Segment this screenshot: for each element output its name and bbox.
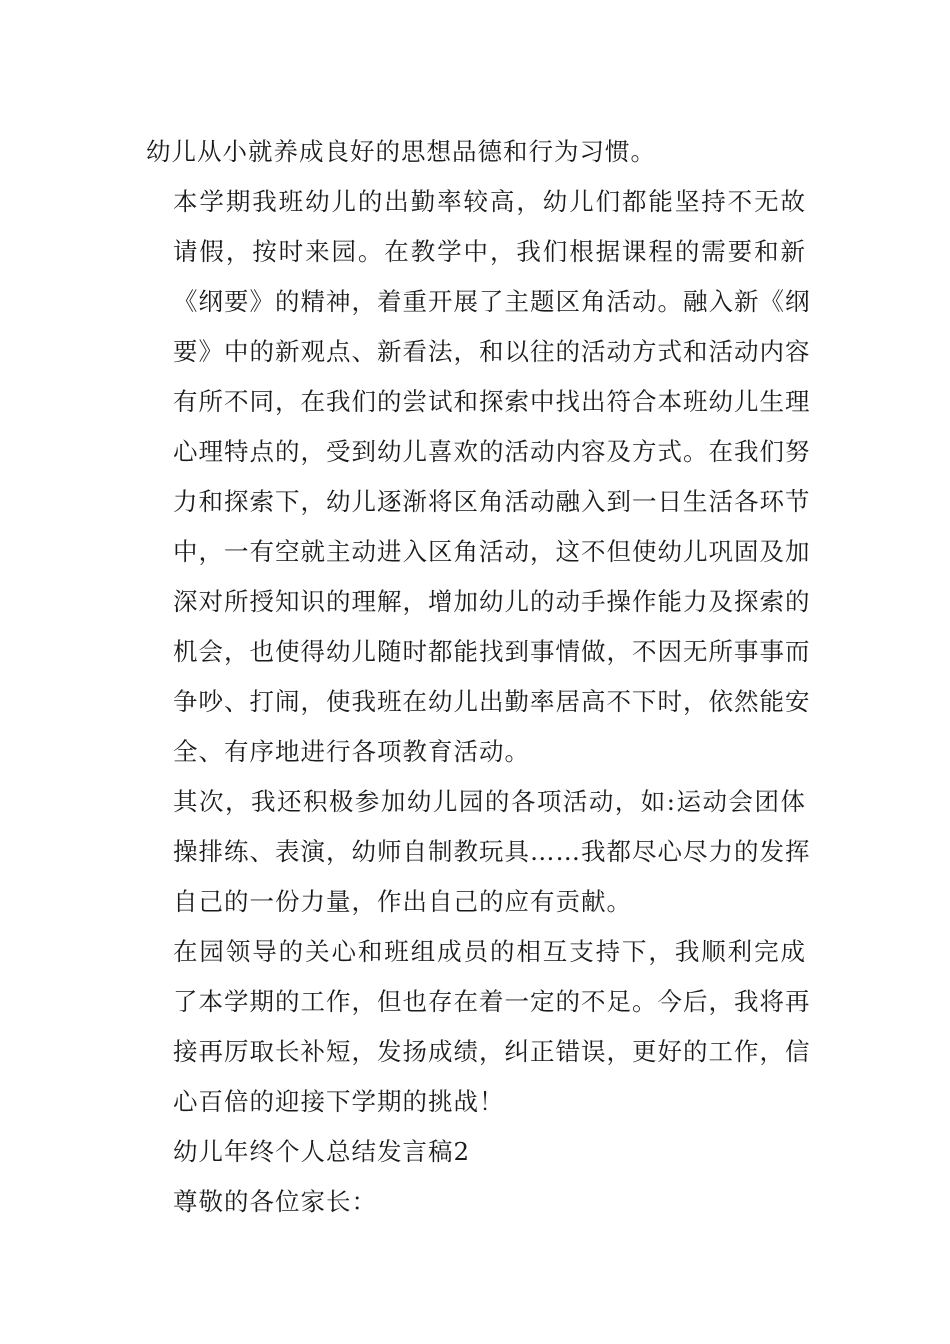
text-line: 了本学期的工作，但也存在着一定的不足。今后，我将再 bbox=[173, 987, 811, 1016]
paragraph bbox=[146, 177, 811, 777]
text-line: 全、有序地进行各项教育活动。 bbox=[173, 737, 530, 766]
text-line: 本学期我班幼儿的出勤率较高，幼儿们都能坚持不无故 bbox=[173, 187, 806, 216]
text-line: 争吵、打闹，使我班在幼儿出勤率居高不下时，依然能安 bbox=[173, 687, 811, 716]
text-line: 尊敬的各位家长： bbox=[173, 1187, 377, 1216]
text-line: 《纲要》的精神，着重开展了主题区角活动。融入新《纲 bbox=[173, 287, 811, 316]
text-line: 心百倍的迎接下学期的挑战！ bbox=[173, 1087, 505, 1116]
text-line: 中，一有空就主动进入区角活动，这不但使幼儿巩固及加 bbox=[173, 537, 811, 566]
document-body bbox=[146, 127, 811, 1227]
text-line: 力和探索下，幼儿逐渐将区角活动融入到一日生活各环节 bbox=[173, 487, 811, 516]
text-line: 深对所授知识的理解，增加幼儿的动手操作能力及探索的 bbox=[173, 587, 811, 616]
text-line: 有所不同，在我们的尝试和探索中找出符合本班幼儿生理 bbox=[173, 387, 811, 416]
text-line: 要》中的新观点、新看法，和以往的活动方式和活动内容 bbox=[173, 337, 811, 366]
text-line: 操排练、表演，幼师自制教玩具……我都尽心尽力的发挥 bbox=[173, 837, 811, 866]
text-line: 幼儿从小就养成良好的思想品德和行为习惯。 bbox=[146, 137, 656, 166]
text-line: 请假，按时来园。在教学中，我们根据课程的需要和新 bbox=[173, 237, 806, 266]
text-line: 在园领导的关心和班组成员的相互支持下，我顺利完成 bbox=[173, 937, 806, 966]
text-line: 心理特点的，受到幼儿喜欢的活动内容及方式。在我们努 bbox=[173, 437, 811, 466]
salutation bbox=[146, 1177, 806, 1227]
text-line: 幼儿年终个人总结发言稿2 bbox=[173, 1137, 471, 1166]
text-line: 其次，我还积极参加幼儿园的各项活动，如:运动会团体 bbox=[173, 787, 806, 816]
text-line: 机会，也使得幼儿随时都能找到事情做，不因无所事事而 bbox=[173, 637, 811, 666]
section-heading bbox=[146, 1127, 806, 1177]
text-line: 接再厉取长补短，发扬成绩，纠正错误，更好的工作，信 bbox=[173, 1037, 811, 1066]
text-line: 自己的一份力量，作出自己的应有贡献。 bbox=[173, 887, 632, 916]
paragraph bbox=[146, 777, 811, 927]
paragraph bbox=[146, 127, 806, 177]
paragraph bbox=[146, 927, 811, 1127]
